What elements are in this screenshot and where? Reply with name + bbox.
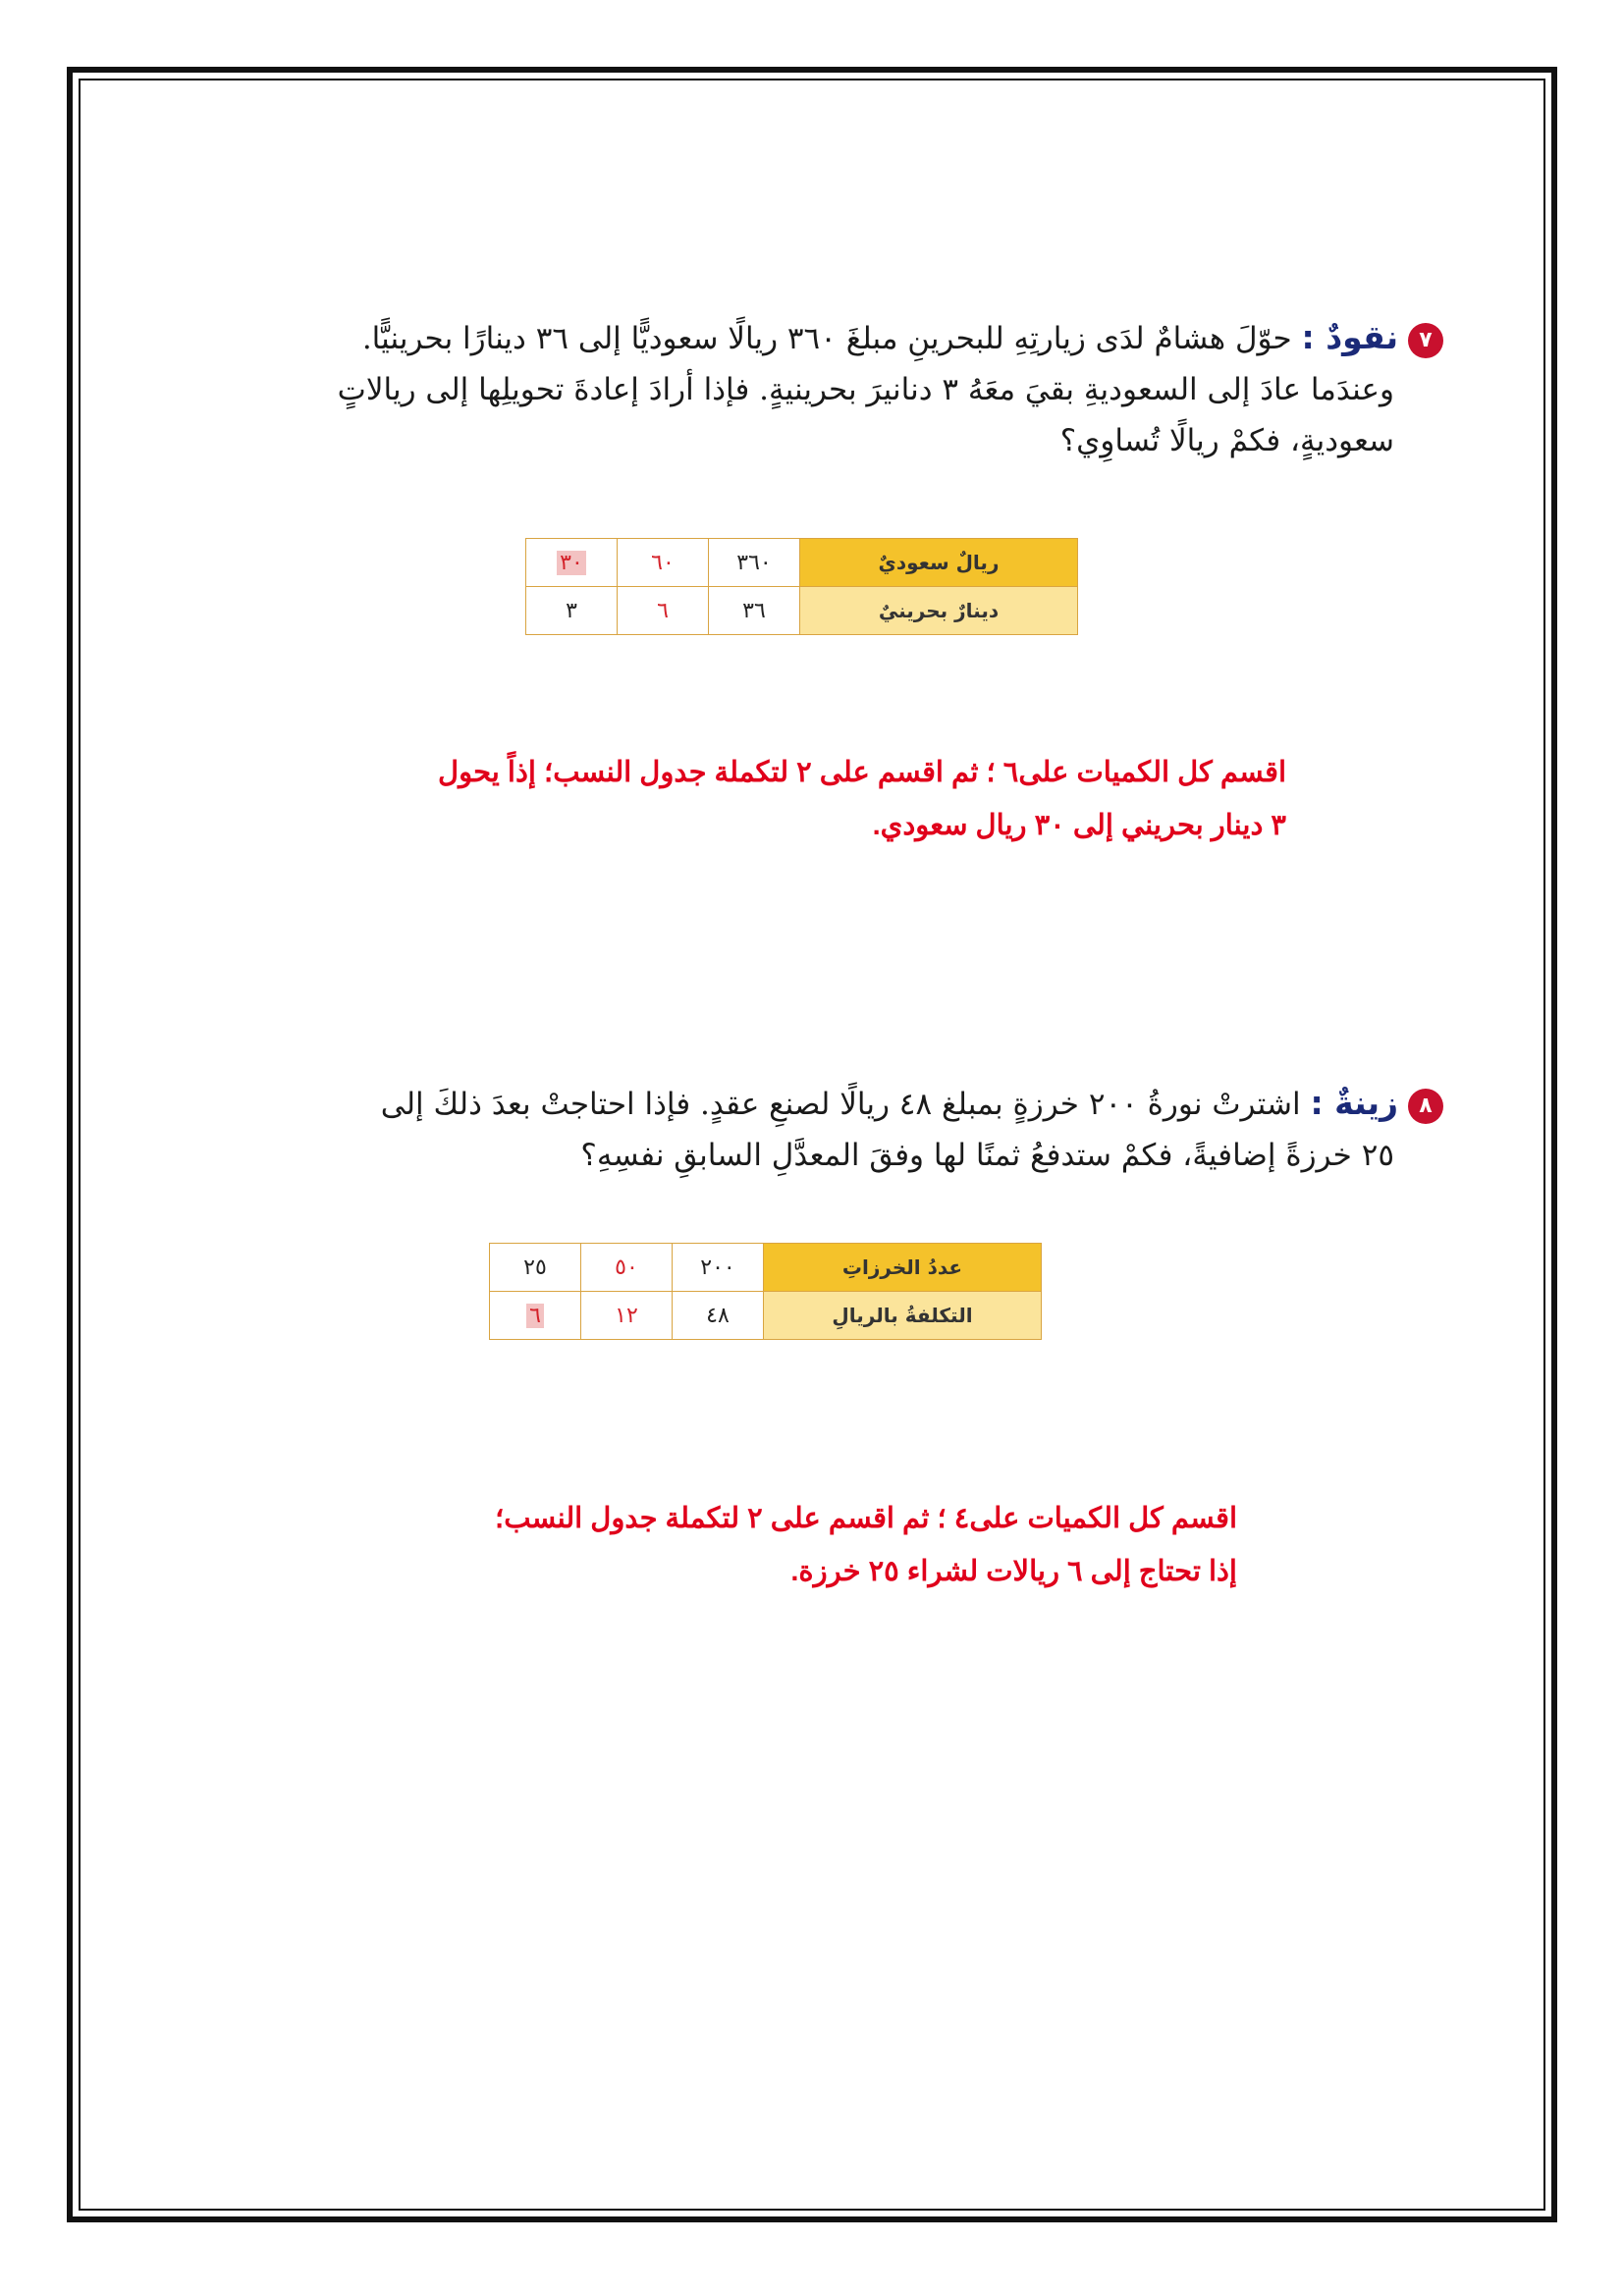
- table-cell-answer: ٥٠: [581, 1244, 673, 1292]
- row-header-riyal: ريالٌ سعوديٌ: [800, 539, 1078, 587]
- table-cell: ٣٦٠: [709, 539, 800, 587]
- problem-8-answer-line-1: اقسم كل الكميات على٤ ؛ ثم اقسم على ٢ لتكملة جدول النسب؛: [495, 1503, 1237, 1534]
- problem-7-text-1: حوّلَ هشامٌ لدَى زيارتِهِ للبحرينِ مبلغَ ٣٦٠ ريالًا سعوديًّا إلى ٣٦ دينارًا بحرينيًّا.: [361, 321, 1292, 356]
- problem-7-line-1: [157, 312, 1443, 364]
- table-cell: ٣٦: [709, 587, 800, 635]
- table-cell: ٤٨: [673, 1292, 764, 1340]
- problem-7: [157, 312, 1443, 466]
- problem-8-answer-line-2: إذا تحتاج إلى ٦ ريالات لشراء ٢٥ خرزة.: [790, 1556, 1237, 1587]
- table-row: [526, 539, 1078, 587]
- row-header-cost: التكلفةُ بالريالِ: [764, 1292, 1042, 1340]
- problem-7-text-3: سعوديةٍ، فكمْ ريالًا تُساوِي؟: [1059, 423, 1394, 458]
- problem-7-text-2: وعندَما عادَ إلى السعوديةِ بقيَ معَهُ ٣ دنانيرَ بحرينيةٍ. فإذا أرادَ إعادةَ تحويلِها إلى ريالاتٍ: [337, 372, 1394, 407]
- table-cell-answer: [490, 1292, 581, 1340]
- problem-7-answer: [245, 746, 1286, 852]
- problem-7-answer-line-2: ٣ دينار بحريني إلى ٣٠ ريال سعودي.: [872, 810, 1286, 841]
- problem-7-number-badge: ٧: [1408, 323, 1443, 358]
- row-header-dinar: دينارٌ بحرينيٌ: [800, 587, 1078, 635]
- problem-8: [157, 1078, 1443, 1181]
- table-cell-answer-value: ٦: [526, 1304, 544, 1328]
- table-cell-answer: ٦٠: [618, 539, 709, 587]
- problem-8-number-badge: ٨: [1408, 1089, 1443, 1124]
- table-cell: ٢٥: [490, 1244, 581, 1292]
- problem-8-ratio-table: [489, 1243, 1042, 1340]
- table-cell-answer: [526, 539, 618, 587]
- row-header-beads: عددُ الخرزاتِ: [764, 1244, 1042, 1292]
- problem-8-text-2: ٢٥ خرزةً إضافيةً، فكمْ ستدفعُ ثمنًا لها وفقَ المعدَّلِ السابقِ نفسِهِ؟: [580, 1138, 1394, 1173]
- problem-8-text-1: اشترتْ نورةُ ٢٠٠ خرزةٍ بمبلغ ٤٨ ريالًا لصنعِ عقدٍ. فإذا احتاجتْ بعدَ ذلكَ إلى: [380, 1087, 1301, 1122]
- table-cell-answer: ١٢: [581, 1292, 673, 1340]
- problem-7-answer-line-1: اقسم كل الكميات على٦ ؛ ثم اقسم على ٢ لتكملة جدول النسب؛ إذاً يحول: [438, 757, 1286, 788]
- table-row: [490, 1292, 1042, 1340]
- problem-8-answer: [295, 1492, 1237, 1598]
- problem-8-topic: زينةٌ :: [1310, 1084, 1398, 1122]
- table-cell-answer-value: ٣٠: [557, 551, 586, 575]
- problem-7-topic: نقودٌ :: [1301, 318, 1398, 356]
- table-row: [526, 587, 1078, 635]
- table-row: [490, 1244, 1042, 1292]
- problem-7-ratio-table: [525, 538, 1078, 635]
- table-cell-answer: ٦: [618, 587, 709, 635]
- table-cell: ٣: [526, 587, 618, 635]
- table-cell: ٢٠٠: [673, 1244, 764, 1292]
- problem-8-line-1: [157, 1078, 1443, 1130]
